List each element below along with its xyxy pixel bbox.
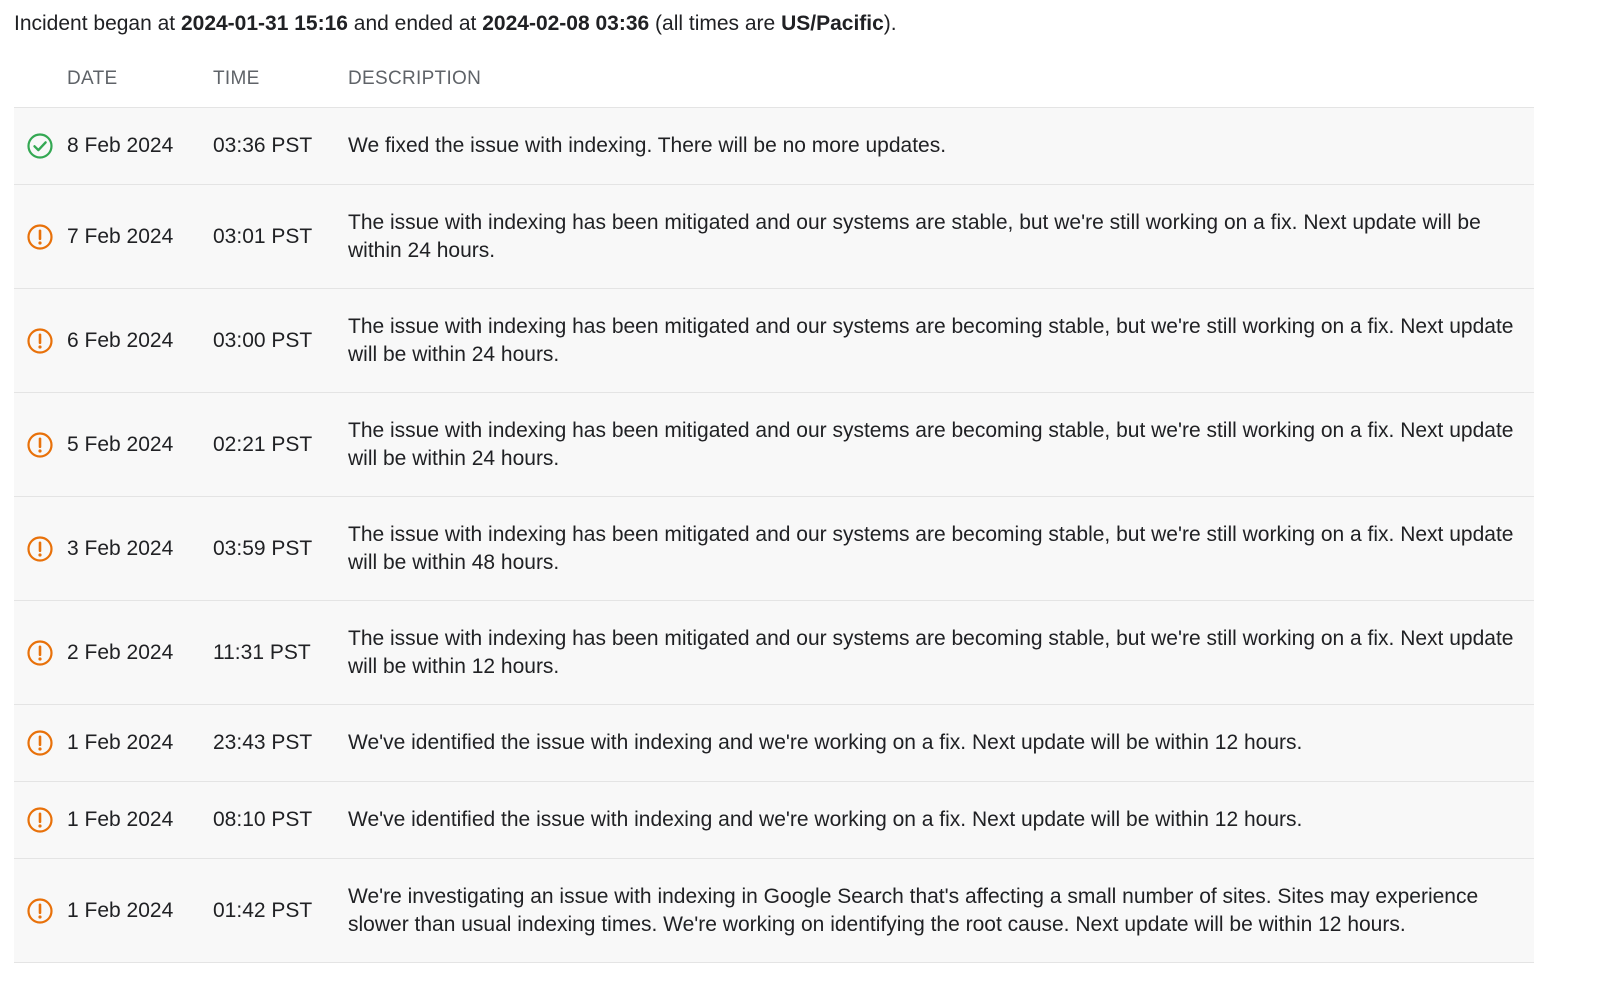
table-row [14, 782, 1534, 859]
row-description: The issue with indexing has been mitigated and our systems are stable, but we're still working on a fix. Next update will be within 24 hours. [348, 210, 1481, 262]
status-cell [14, 897, 67, 925]
status-cell [14, 806, 67, 834]
row-date: 6 Feb 2024 [67, 328, 174, 352]
exclamation-circle-icon [26, 897, 54, 925]
summary-prefix: Incident began at [14, 12, 181, 35]
table-row [14, 705, 1534, 782]
row-description: We're investigating an issue with indexing in Google Search that's affecting a small number of sites. Sites may experience slower than usual indexing times. We're working on identifying the root cause. Next update will be within 12 hours. [348, 884, 1479, 936]
summary-suffix: ). [883, 12, 897, 35]
incident-end-time: 2024-02-08 03:36 [482, 12, 650, 35]
table-header [14, 50, 1534, 108]
row-date: 8 Feb 2024 [67, 134, 174, 157]
row-description: The issue with indexing has been mitigated and our systems are becoming stable, but we're still working on a fix. Next update will be within 12 hours. [348, 626, 1514, 678]
header-description: DESCRIPTION [348, 67, 482, 89]
row-time: 23:43 PST [213, 731, 313, 754]
table-row [14, 601, 1534, 705]
summary-tz-prefix: (all times are [649, 12, 782, 35]
row-time: 03:36 PST [213, 134, 313, 157]
row-description: The issue with indexing has been mitigated and our systems are becoming stable, but we're still working on a fix. Next update will be within 24 hours. [348, 418, 1514, 470]
table-row [14, 185, 1534, 289]
exclamation-circle-icon [26, 327, 54, 355]
incident-start-time: 2024-01-31 15:16 [180, 12, 348, 35]
header-date: DATE [67, 67, 118, 89]
exclamation-circle-icon [26, 806, 54, 834]
row-time: 11:31 PST [213, 640, 311, 664]
exclamation-circle-icon [26, 639, 54, 667]
row-description: The issue with indexing has been mitigated and our systems are becoming stable, but we're still working on a fix. Next update will be within 48 hours. [348, 522, 1514, 574]
row-time: 01:42 PST [213, 898, 313, 922]
incident-summary [14, 0, 1534, 37]
status-cell [14, 327, 67, 355]
row-date: 7 Feb 2024 [67, 224, 174, 248]
row-description: We've identified the issue with indexing and we're working on a fix. Next update will be within 12 hours. [348, 808, 1303, 831]
row-time: 03:01 PST [213, 224, 313, 248]
row-description: We fixed the issue with indexing. There will be no more updates. [348, 134, 947, 157]
row-date: 1 Feb 2024 [67, 808, 174, 831]
exclamation-circle-icon [26, 535, 54, 563]
row-description: The issue with indexing has been mitigated and our systems are becoming stable, but we're still working on a fix. Next update will be within 24 hours. [348, 314, 1514, 366]
status-cell [14, 729, 67, 757]
row-date: 1 Feb 2024 [67, 731, 174, 754]
status-cell [14, 639, 67, 667]
check-circle-icon [26, 132, 54, 160]
status-cell [14, 223, 67, 251]
status-cell [14, 132, 67, 160]
table-row [14, 497, 1534, 601]
row-date: 3 Feb 2024 [67, 536, 174, 560]
row-time: 03:59 PST [213, 536, 313, 560]
summary-middle: and ended at [347, 12, 483, 35]
row-time: 02:21 PST [213, 432, 313, 456]
row-description: We've identified the issue with indexing and we're working on a fix. Next update will be within 12 hours. [348, 731, 1303, 754]
table-row [14, 393, 1534, 497]
row-time: 03:00 PST [213, 328, 313, 352]
update-list [14, 108, 1534, 963]
exclamation-circle-icon [26, 223, 54, 251]
timezone: US/Pacific [781, 12, 884, 35]
status-cell [14, 431, 67, 459]
exclamation-circle-icon [26, 729, 54, 757]
row-date: 2 Feb 2024 [67, 640, 174, 664]
row-date: 1 Feb 2024 [67, 898, 174, 922]
header-time: TIME [213, 67, 260, 89]
table-row [14, 289, 1534, 393]
status-cell [14, 535, 67, 563]
table-row [14, 108, 1534, 185]
row-date: 5 Feb 2024 [67, 432, 174, 456]
exclamation-circle-icon [26, 431, 54, 459]
table-row [14, 859, 1534, 963]
row-time: 08:10 PST [213, 808, 313, 831]
